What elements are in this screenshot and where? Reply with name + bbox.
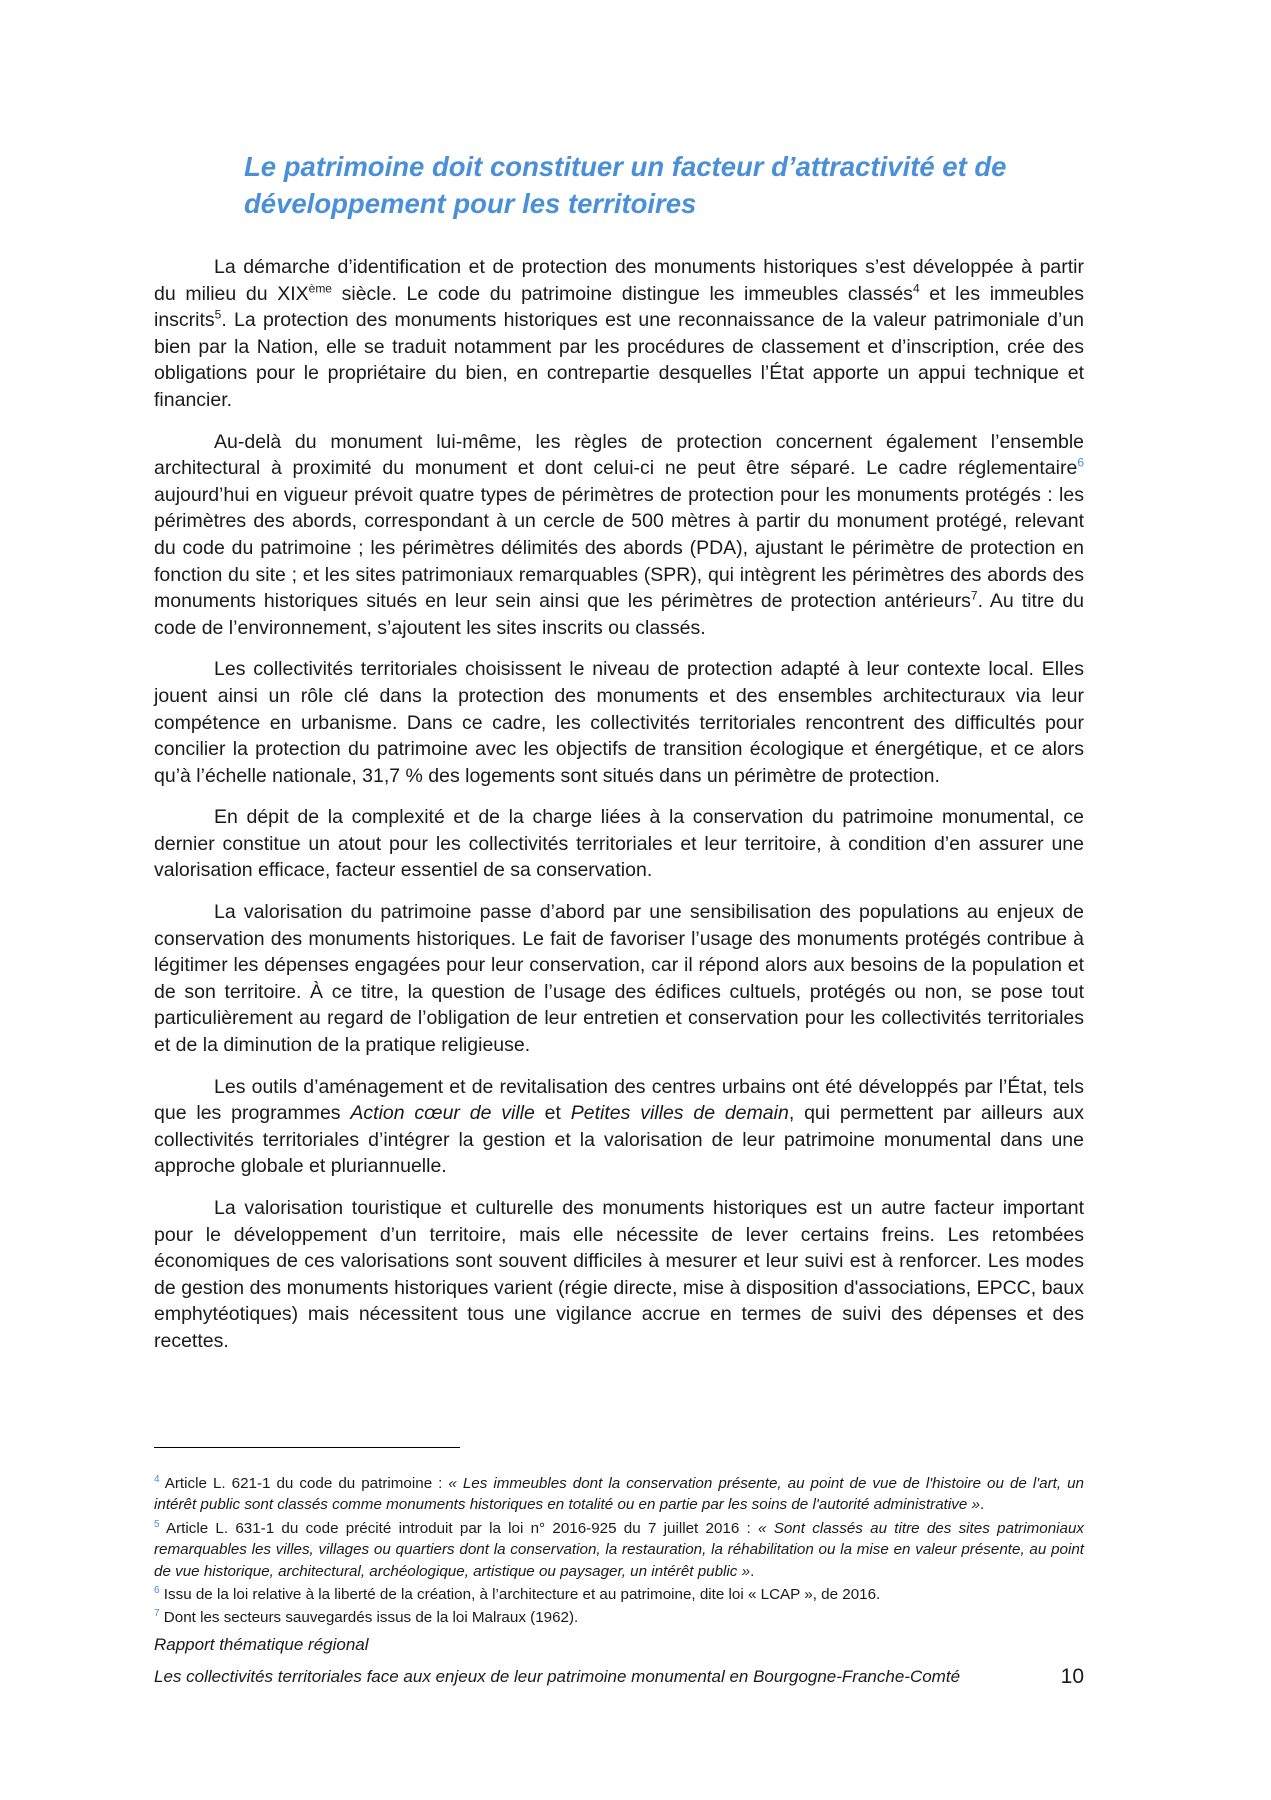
paragraph-2 — [154, 429, 1084, 642]
text-run: Au-delà du monument lui-même, les règles de protection concernent également l’ensemble architectural à proximité du monument et dont celui-ci ne peut être séparé. Le cadre réglementaire — [154, 430, 1084, 480]
footnote-number: 6 — [154, 1584, 160, 1596]
paragraph-6 — [154, 1074, 1084, 1180]
footnote-text: Article L. 631-1 du code précité introduit par la loi n° 2016-925 du 7 juillet 2016 : — [159, 1519, 759, 1537]
program-name: Petites villes de demain — [570, 1102, 789, 1125]
text-run: Les outils d’aménagement et de revitalisation des centres urbains ont été développés par l’État, tels que les programmes — [154, 1075, 1084, 1125]
paragraph-4: En dépit de la complexité et de la charge liées à la conservation du patrimoine monumental, ce dernier constitue un atout pour les collectivités territoriales et leur territoire, à condition d’en assurer une valorisation efficace, facteur essentiel de sa conservation. — [154, 806, 1084, 882]
footnote-text: . — [750, 1562, 755, 1580]
superscript: ème — [308, 281, 332, 296]
footnote-4 — [154, 1473, 1084, 1516]
footnote-7 — [154, 1607, 1084, 1628]
footnote-quote: « Les immeubles dont la conservation présente, au point de vue de l'histoire ou de l'art, un intérêt public sont classés comme monuments historiques en totalité ou en partie par les soins de l'autorité administrative » — [154, 1475, 1084, 1514]
paragraph-1 — [154, 254, 1084, 414]
paragraph-3: Les collectivités territoriales choisissent le niveau de protection adapté à leur contexte local. Elles jouent ainsi un rôle clé dans la protection des monuments et des ensembles architecturaux via leur compétence en urbanisme. Dans ce cadre, les collectivités territoriales rencontrent des difficultés pour concilier la protection du patrimoine avec les objectifs de transition écologique et énergétique, et ce alors qu’à l’échelle nationale, 31,7 % des logements sont situés dans un périmètre de protection. — [154, 658, 1084, 787]
footnote-number: 4 — [154, 1473, 160, 1485]
footnote-ref-4[interactable]: 4 — [912, 281, 920, 296]
text-run: . Au titre du code de l’environnement, s’ajoutent les sites inscrits ou classés. — [154, 590, 1084, 639]
page-footer — [154, 1629, 1084, 1693]
footnote-text: . — [979, 1496, 985, 1514]
text-run: La démarche d’identification et de protection des monuments historiques s’est développée à partir du milieu du XIX — [154, 256, 1084, 305]
footnotes — [154, 1473, 1084, 1631]
paragraph-7: La valorisation touristique et culturelle des monuments historiques est un autre facteur important pour le développement d’un territoire, mais elle nécessite de lever certains freins. Les retombées économiques de ces valorisations sont souvent difficiles à mesurer et leur suivi est à renforcer. Les modes de gestion des monuments historiques varient (régie directe, mise à disposition d'associations, EPCC, baux emphytéotiques) mais nécessitent tous une vigilance accrue en termes de suivi des dépenses et des recettes. — [154, 1197, 1084, 1352]
footnote-number: 5 — [154, 1518, 160, 1530]
page-number: 10 — [1060, 1665, 1084, 1688]
section-heading: Le patrimoine doit constituer un facteur d’attractivité et de développement pour les territoires — [244, 151, 1007, 219]
footnote-number: 7 — [154, 1608, 160, 1620]
text-run: siècle. Le code du patrimoine distingue les immeubles classés — [331, 282, 913, 305]
footnote-6 — [154, 1584, 1084, 1605]
text-run: aujourd’hui en vigueur prévoit quatre types de périmètres de protection pour les monuments protégés : les périmètres des abords, correspondant à un cercle de 500 mètres à partir du monument protégé, relevant du code du patrimoine ; les périmètres délimités des abords (PDA), ajustant le périmètre de protection en fonction du site ; et les sites patrimoniaux remarquables (SPR), qui intègrent les périmètres des abords des monuments historiques situés en leur sein ainsi que les périmètres de protection antérieurs — [154, 483, 1084, 613]
footnote-5 — [154, 1518, 1084, 1582]
footnote-text: Article L. 621-1 du code du patrimoine : — [159, 1475, 449, 1492]
paragraph-5: La valorisation du patrimoine passe d’abord par une sensibilisation des populations au enjeux de conservation des monuments historiques. Le fait de favoriser l’usage des monuments protégés contribue à légitimer les dépenses engagées pour leur conservation, car il répond alors aux besoins de la population et de son territoire. À ce titre, la question de l’usage des édifices cultuels, protégés ou non, se pose tout particulièrement au regard de l’obligation de leur entretien et conservation pour les collectivités territoriales et de la diminution de la pratique religieuse. — [154, 901, 1084, 1057]
program-name: Action cœur de ville — [350, 1102, 535, 1125]
text-run: et les immeubles inscrits — [154, 282, 1084, 332]
footnote-ref-5[interactable]: 5 — [214, 307, 222, 322]
report-title: Les collectivités territoriales face aux enjeux de leur patrimoine monumental en Bourgogne-Franche-Comté — [154, 1667, 961, 1686]
footnote-ref-6[interactable]: 6 — [1077, 455, 1084, 470]
report-type: Rapport thématique régional — [154, 1635, 369, 1654]
footnote-ref-7[interactable]: 7 — [970, 588, 978, 603]
footnote-text: Dont les secteurs sauvegardés issus de la loi Malraux (1962). — [159, 1609, 579, 1627]
text-run: , qui permettent par ailleurs aux collectivités territoriales d’intégrer la gestion et la valorisation de leur patrimoine monumental dans une approche globale et pluriannuelle. — [154, 1102, 1085, 1178]
footnote-quote: « Sont classés au titre des sites patrimoniaux remarquables les villes, villages ou quartiers dont la conservation, la restauration, la réhabilitation ou la mise en valeur présente, au point de vue historique, architectural, archéologique, artistique ou paysager, un intérêt public » — [154, 1519, 1084, 1580]
text-run: . La protection des monuments historiques est une reconnaissance de la valeur patrimoniale d’un bien par la Nation, elle se traduit notamment par les procédures de classement et d’inscription, crée des obligations pour le propriétaire du bien, en contrepartie desquelles l’État apporte un appui technique et financier. — [154, 309, 1084, 411]
text-run: et — [534, 1102, 571, 1125]
footnote-text: Issu de la loi relative à la liberté de la création, à l’architecture et au patrimoine, dite loi « LCAP », de 2016. — [159, 1586, 881, 1604]
footnote-separator — [154, 1447, 460, 1448]
main-text — [154, 254, 1084, 1370]
